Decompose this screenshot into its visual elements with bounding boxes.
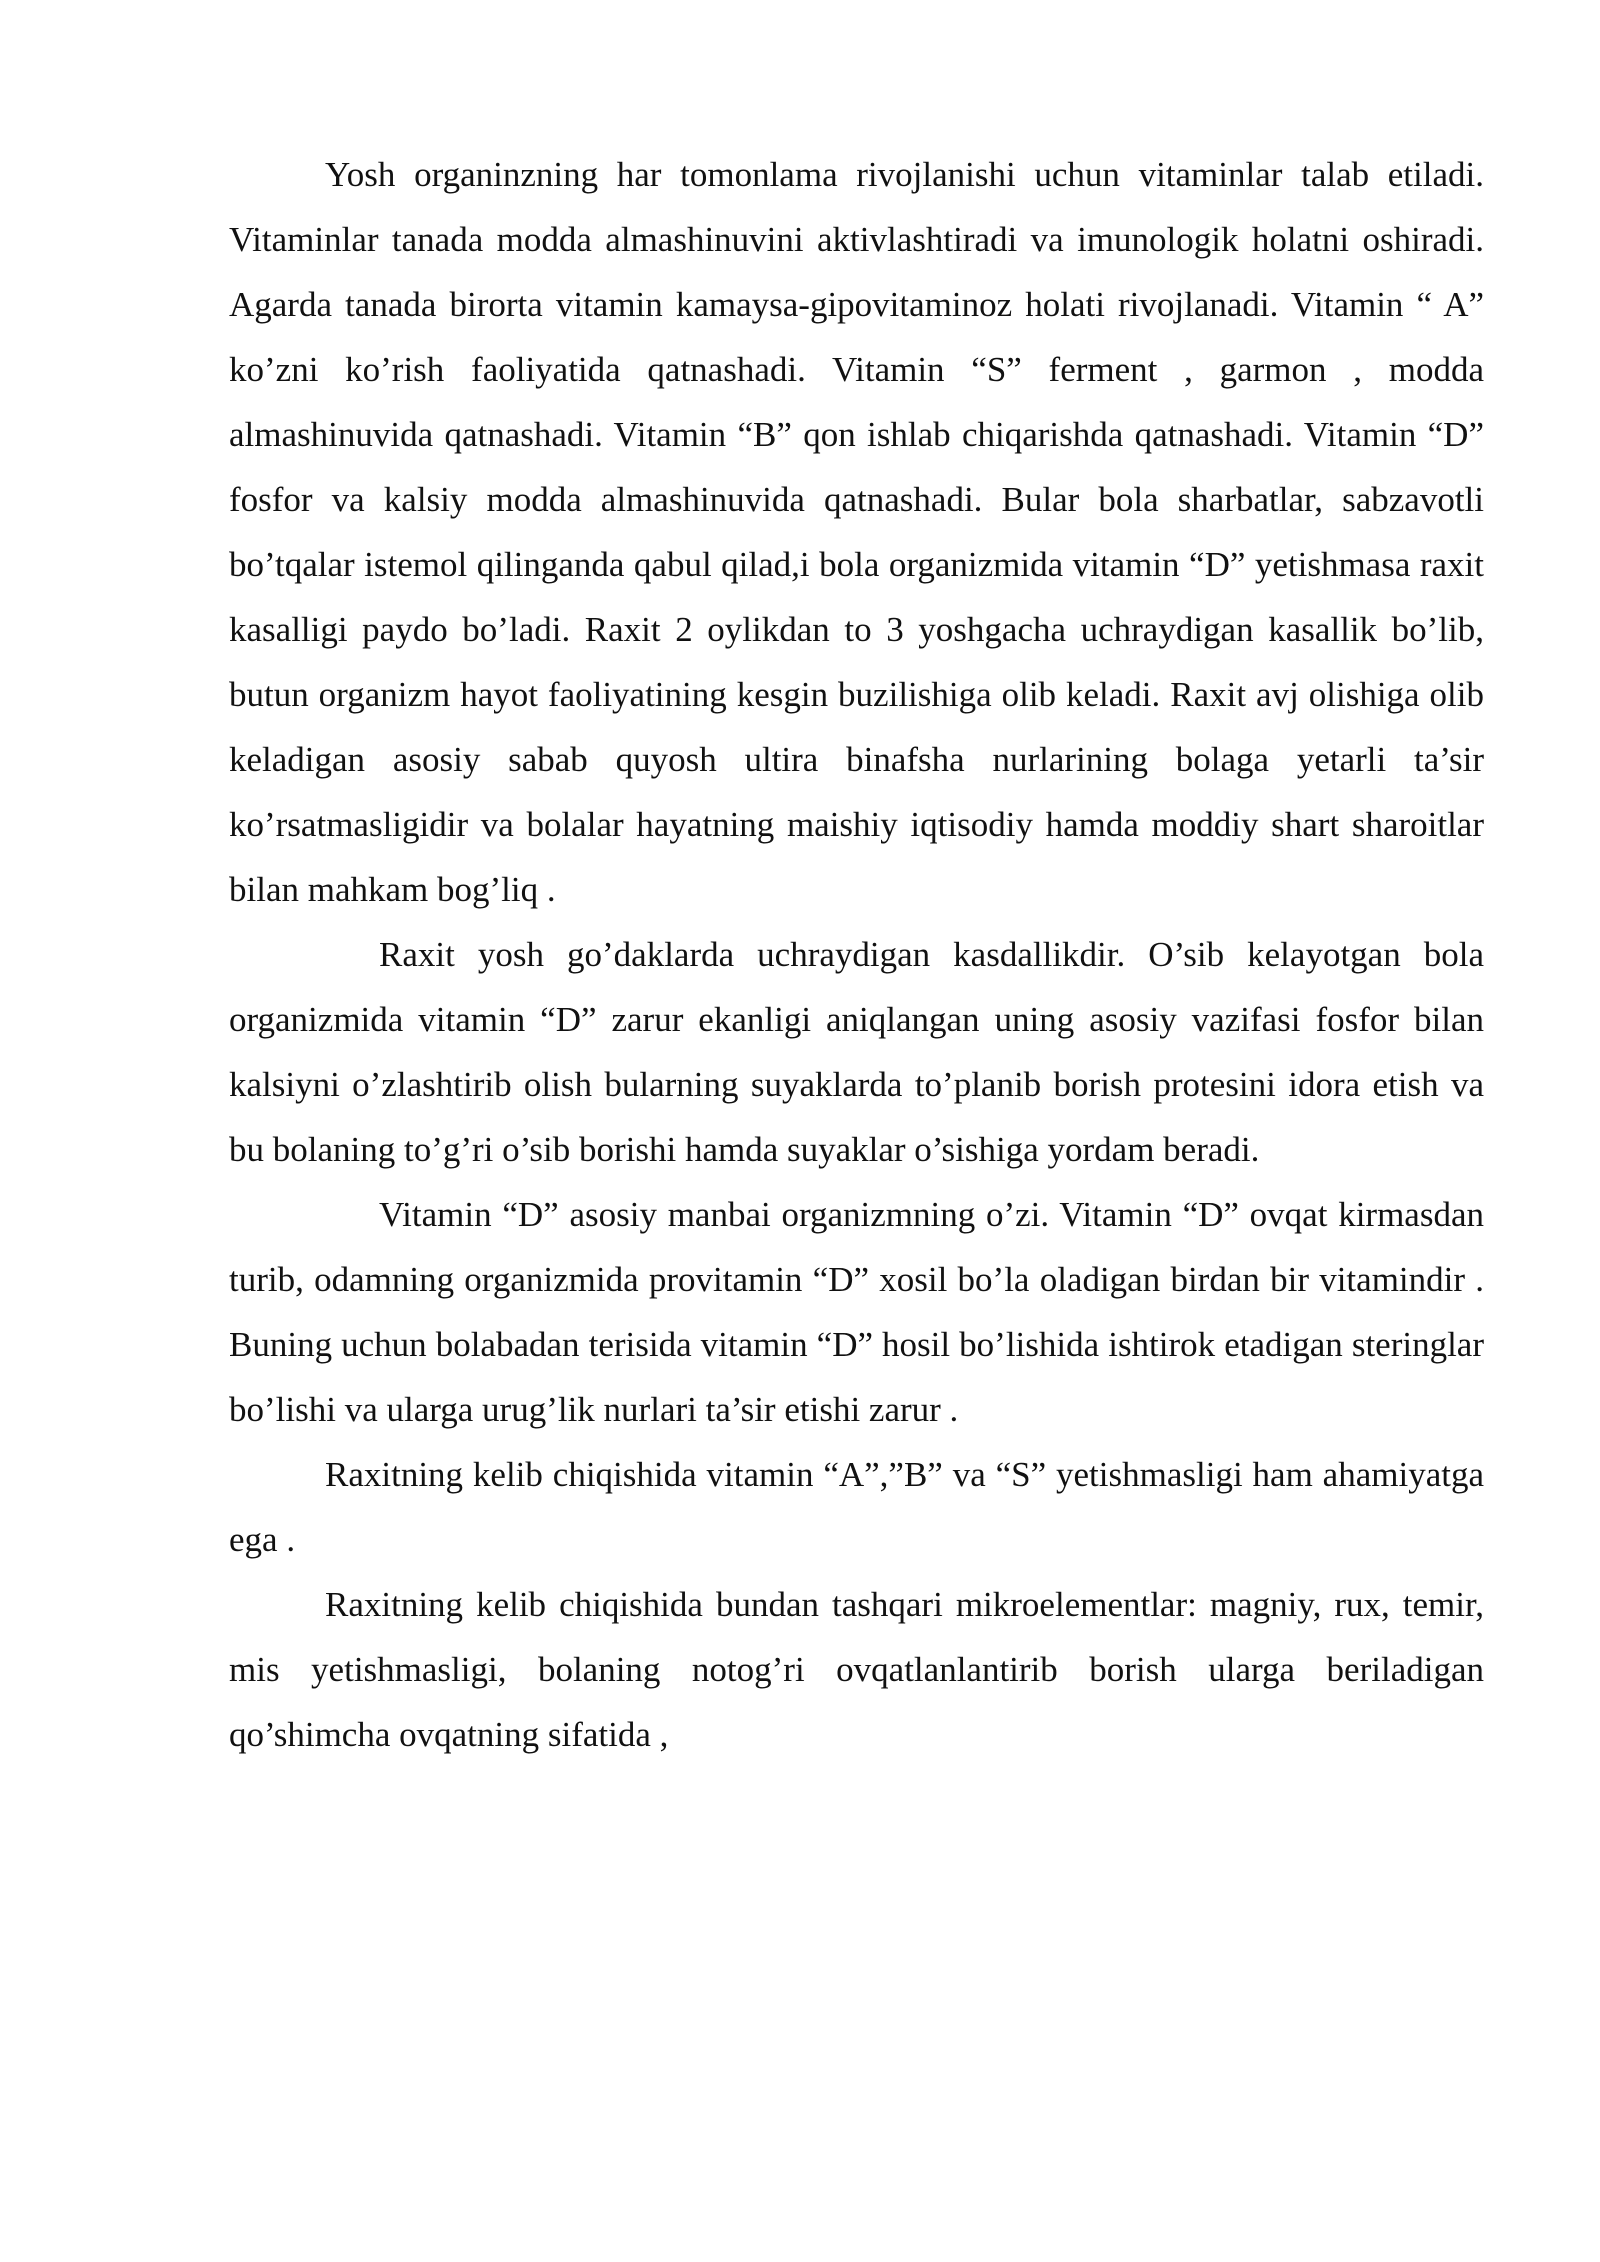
paragraph-vitamins-intro: Yosh organinzning har tomonlama rivojlanishi uchun vitaminlar talab etiladi. Vitaminlar tanada modda almashinuvini aktivlashtiradi va imunologik holatni oshiradi. Agarda tanada birorta vitamin kamaysa-gipovitaminoz holati rivojlanadi. Vitamin “ A” ko’zni ko’rish faoliyatida qatnashadi. Vitamin “S” ferment , garmon , modda almashinuvida qatnashadi. Vitamin “B” qon ishlab chiqarishda qatnashadi. Vitamin “D” fosfor va kalsiy modda almashinuvida qatnashadi. Bular bola sharbatlar, sabzavotli bo’tqalar istemol qilinganda qabul qilad,i bola organizmida vitamin “D” yetishmasa raxit kasalligi paydo bo’ladi. Raxit 2 oylikdan to 3 yoshgacha uchraydigan kasallik bo’lib, butun organizm hayot faoliyatining kesgin buzilishiga olib keladi. Raxit avj olishiga olib keladigan asosiy sabab quyosh ultira binafsha nurlarining bolaga yetarli ta’sir ko’rsatmasligidir va bolalar hayatning maishiy iqtisodiy hamda moddiy shart sharoitlar bilan mahkam bog’liq . bbox=[229, 155, 1484, 909]
paragraph-vitamin-deficiency: Raxitning kelib chiqishida vitamin “A”,”B” va “S” yetishmasligi ham ahamiyatga ega . bbox=[229, 1455, 1484, 1559]
paragraph-vitamin-d-source: Vitamin “D” asosiy manbai organizmning o’zi. Vitamin “D” ovqat kirmasdan turib, odamning organizmida provitamin “D” xosil bo’la oladigan birdan bir vitamindir . Buning uchun bolabadan terisida vitamin “D” hosil bo’lishida ishtirok etadigan steringlar bo’lishi va ularga urug’lik nurlari ta’sir etishi zarur . bbox=[229, 1195, 1484, 1429]
paragraph-microelements: Raxitning kelib chiqishida bundan tashqari mikroelementlar: magniy, rux, temir, mis yetishmasligi, bolaning notog’ri ovqatlanlantirib borish ularga beriladigan qo’shimcha ovqatning sifatida , bbox=[229, 1585, 1484, 1754]
paragraph-raxit-definition: Raxit yosh go’daklarda uchraydigan kasdallikdir. O’sib kelayotgan bola organizmida vitamin “D” zarur ekanligi aniqlangan uning asosiy vazifasi fosfor bilan kalsiyni o’zlashtirib olish bularning suyaklarda to’planib borish protesini idora etish va bu bolaning to’g’ri o’sib borishi hamda suyaklar o’sishiga yordam beradi. bbox=[229, 935, 1484, 1169]
document-body bbox=[229, 142, 1484, 1767]
